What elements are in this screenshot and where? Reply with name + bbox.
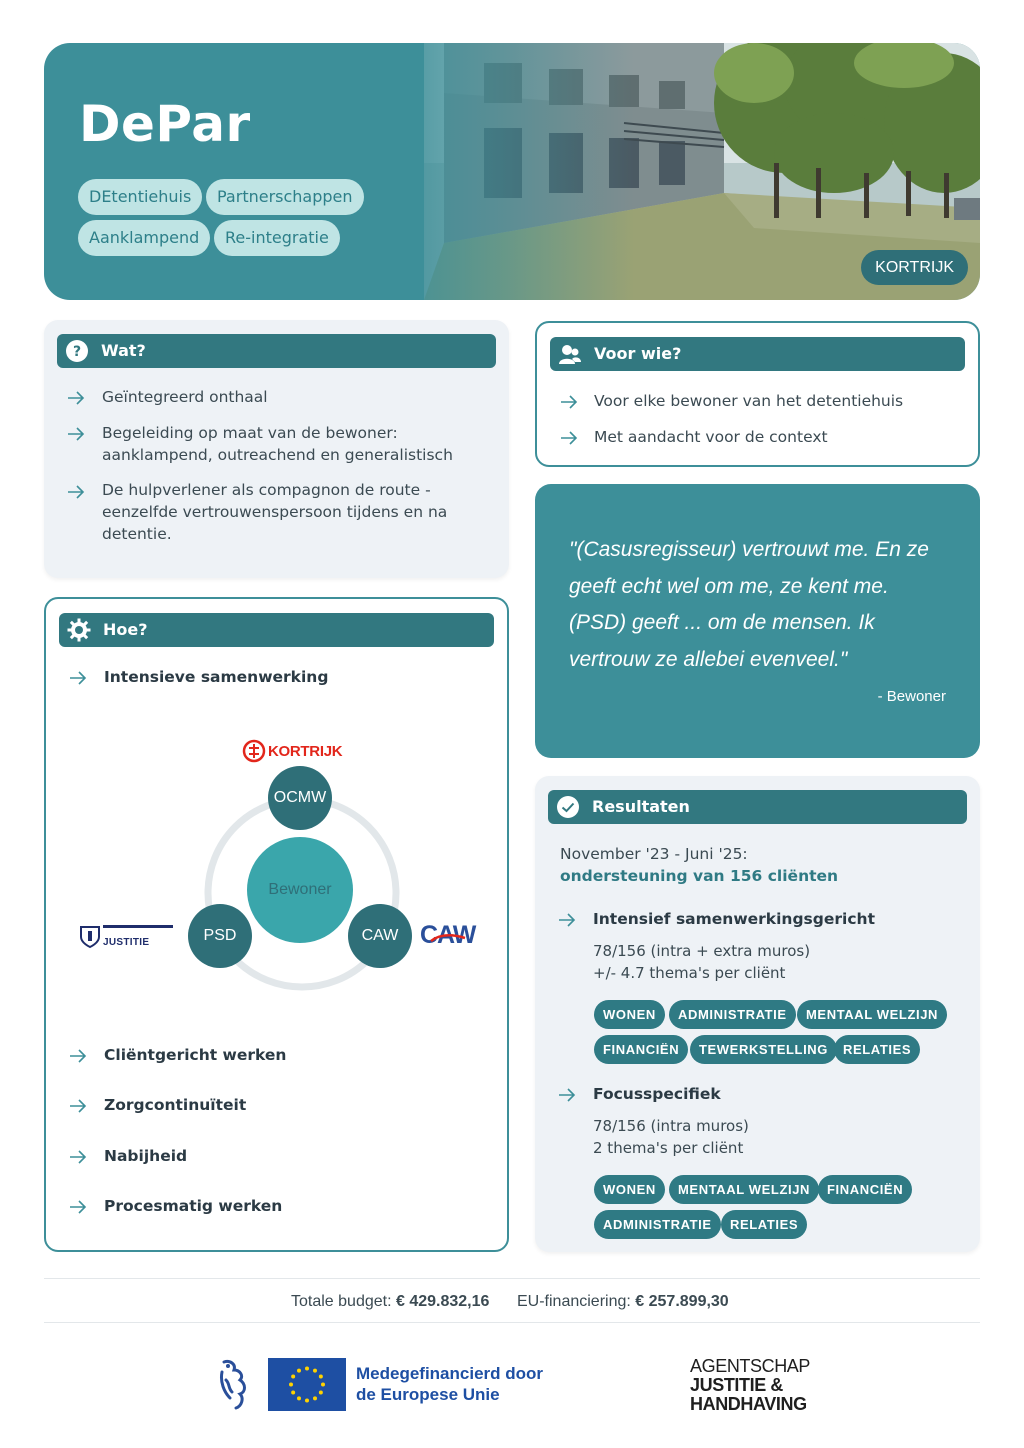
quote-author: - Bewoner — [877, 688, 946, 705]
arrow-icon — [69, 1200, 87, 1214]
voor-wie-header — [550, 337, 965, 371]
arrow-icon — [69, 1150, 87, 1164]
resultaten-period: November '23 - Juni '25: — [560, 845, 748, 863]
resultaten-header — [548, 790, 967, 824]
svg-text:?: ? — [72, 344, 82, 360]
arrow-icon — [560, 431, 578, 445]
total-budget: Totale budget: € 429.832,16 — [291, 1293, 490, 1310]
wat-card — [44, 320, 509, 578]
eu-star — [291, 1375, 295, 1379]
eu-funding: EU-financiering: € 257.899,30 — [517, 1293, 729, 1310]
tag-mentaal-welzijn: MENTAAL WELZIJN — [669, 1175, 819, 1204]
block2-title: Focusspecifiek — [593, 1085, 721, 1103]
resultaten-card — [535, 776, 980, 1252]
justitie-shield-icon — [79, 925, 101, 949]
tag-financien: FINANCIËN — [594, 1035, 688, 1064]
kortrijk-logo-icon — [242, 739, 266, 763]
hoe-item-3: Nabijheid — [104, 1147, 188, 1165]
arrow-icon — [558, 1088, 576, 1102]
arrow-icon — [69, 671, 87, 685]
hoe-item-1: Cliëntgericht werken — [104, 1046, 287, 1064]
arrow-icon — [69, 1099, 87, 1113]
arrow-icon — [67, 485, 85, 499]
kortrijk-logo: KORTRIJK — [242, 738, 342, 764]
wat-item-3: De hulpverlener als compagnon de route - — [102, 481, 431, 499]
tag-financien: FINANCIËN — [818, 1175, 912, 1204]
voor-wie-card — [535, 321, 980, 467]
location-badge: KORTRIJK — [861, 250, 968, 285]
eu-star — [305, 1367, 309, 1371]
wat-item-3b: eenzelfde vertrouwenspersoon tijdens en na — [102, 503, 448, 521]
wat-item-2b: aanklampend, outreachend en generalistisch — [102, 446, 453, 464]
tag-partnerschappen: Partnerschappen — [206, 179, 364, 215]
check-circle-icon — [556, 795, 580, 819]
hoe-item-2: Zorgcontinuïteit — [104, 1096, 247, 1114]
tag-wonen: WONEN — [594, 1000, 665, 1029]
page-title: DePar — [79, 95, 251, 153]
node-bewoner: Bewoner — [247, 837, 353, 943]
arrow-icon — [67, 391, 85, 405]
node-psd: PSD — [188, 904, 252, 968]
tag-relaties: RELATIES — [834, 1035, 920, 1064]
eu-star — [289, 1383, 293, 1387]
arrow-icon — [560, 395, 578, 409]
caw-swoosh-icon — [430, 933, 466, 943]
hero-banner — [44, 43, 980, 300]
quote-card — [535, 484, 980, 758]
node-ocmw: OCMW — [268, 766, 332, 830]
eu-star — [321, 1383, 325, 1387]
arrow-icon — [69, 1049, 87, 1063]
block2-line1: 78/156 (intra muros) — [593, 1117, 749, 1135]
wat-item-3c: detentie. — [102, 525, 172, 543]
quote-text: "(Casusregisseur) vertrouwt me. En ze geeft echt wel om me, ze kent me. (PSD) geeft ... om de mensen. Ik vertrouw ze allebei evenveel." — [569, 538, 929, 671]
hoe-item-4: Procesmatig werken — [104, 1197, 283, 1215]
wat-title: Wat? — [101, 341, 146, 360]
voor-wie-item-2: Met aandacht voor de context — [594, 428, 828, 446]
flemish-lion-icon — [216, 1358, 252, 1412]
justitie-logo: JUSTITIE — [79, 925, 173, 949]
question-icon — [65, 339, 89, 363]
arrow-icon — [558, 913, 576, 927]
eu-flag-icon — [268, 1358, 346, 1411]
resultaten-title: Resultaten — [592, 797, 690, 816]
node-caw: CAW — [348, 904, 412, 968]
wat-item-2: Begeleiding op maat van de bewoner: — [102, 424, 398, 442]
block1-line1: 78/156 (intra + extra muros) — [593, 942, 811, 960]
tag-wonen: WONEN — [594, 1175, 665, 1204]
tag-tewerkstelling: TEWERKSTELLING — [690, 1035, 837, 1064]
voor-wie-title: Voor wie? — [594, 344, 682, 363]
gear-icon — [67, 618, 91, 642]
tag-aanklampend: Aanklampend — [78, 220, 210, 256]
wat-item-1: Geïntegreerd onthaal — [102, 388, 268, 406]
block2-line2: 2 thema's per cliënt — [593, 1139, 744, 1157]
caw-logo: CAW — [420, 921, 476, 949]
arrow-icon — [67, 427, 85, 441]
tag-re-integratie: Re-integratie — [214, 220, 340, 256]
eu-star — [291, 1391, 295, 1395]
block1-line2: +/- 4.7 thema's per cliënt — [593, 964, 786, 982]
hoe-title: Hoe? — [103, 620, 148, 639]
wat-header — [57, 334, 496, 368]
eu-star — [297, 1369, 301, 1373]
tag-administratie: ADMINISTRATIE — [594, 1210, 721, 1239]
eu-star — [319, 1375, 323, 1379]
users-icon — [558, 342, 582, 366]
agency-logo: AGENTSCHAP JUSTITIE & HANDHAVING — [690, 1356, 811, 1414]
eu-star — [313, 1396, 317, 1400]
hoe-card — [44, 597, 509, 1252]
tag-relaties: RELATIES — [721, 1210, 807, 1239]
hoe-header — [59, 613, 494, 647]
voor-wie-item-1: Voor elke bewoner van het detentiehuis — [594, 392, 904, 410]
footer-divider-bottom — [44, 1322, 980, 1323]
tag-mentaal-welzijn: MENTAAL WELZIJN — [797, 1000, 947, 1029]
tag-detentiehuis: DEtentiehuis — [78, 179, 202, 215]
eu-star — [313, 1369, 317, 1373]
eu-cofunded-text: Medegefinancierd door de Europese Unie — [356, 1364, 544, 1404]
block1-title: Intensief samenwerkingsgericht — [593, 910, 875, 928]
footer-divider-top — [44, 1278, 980, 1279]
hoe-first-item: Intensieve samenwerking — [104, 668, 329, 686]
eu-star — [297, 1396, 301, 1400]
resultaten-highlight: ondersteuning van 156 cliënten — [560, 867, 839, 885]
tag-administratie: ADMINISTRATIE — [669, 1000, 796, 1029]
eu-star — [319, 1391, 323, 1395]
eu-star — [305, 1399, 309, 1403]
